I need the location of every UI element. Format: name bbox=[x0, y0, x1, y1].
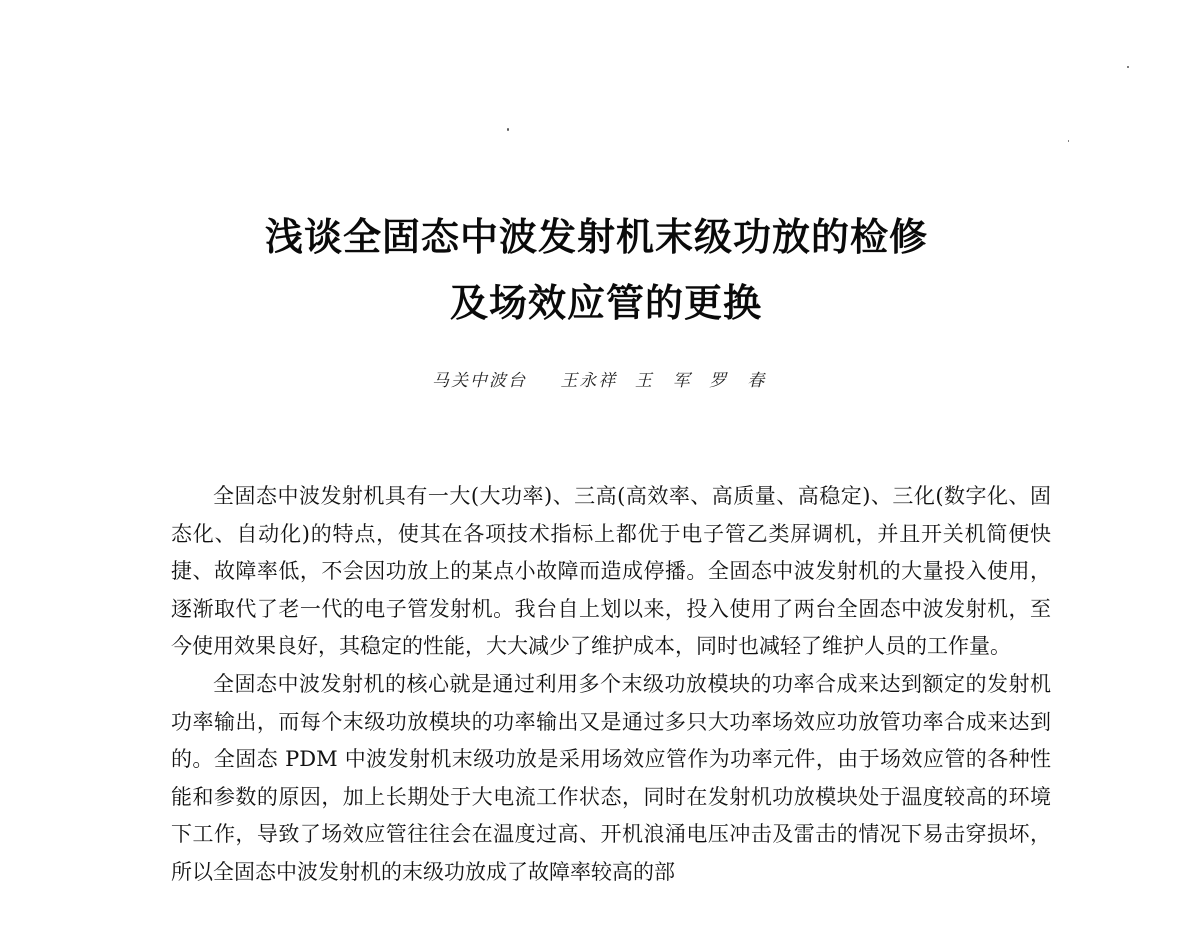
author-name: 王 军 bbox=[634, 371, 692, 391]
body-paragraph: 全固态中波发射机具有一大(大功率)、三高(高效率、高质量、高稳定)、三化(数字化、固态化、自动化)的特点，使其在各项技术指标上都优于电子管乙类屏调机，并且开关机简便快捷、故障率低，不会因功放上的某点小故障而造成停播。全固态中波发射机的大量投入使用，逐渐取代了老一代的电子管发射机。我台自上划以来，投入使用了两台全固态中波发射机，至今使用效果良好，其稳定的性能，大大减少了维护成本，同时也减轻了维护人员的工作量。 bbox=[171, 484, 1051, 659]
author-name: 罗 春 bbox=[709, 371, 767, 391]
title-line-2: 及场效应管的更换 bbox=[449, 281, 762, 325]
scan-speck bbox=[507, 128, 509, 131]
scan-speck bbox=[1068, 140, 1069, 142]
byline bbox=[432, 366, 776, 391]
body-paragraph: 全固态中波发射机的核心就是通过利用多个末级功放模块的功率合成来达到额定的发射机功率输出，而每个末级功放模块的功率输出又是通过多只大功率场效应功放管功率合成来达到的。全固态 PDM 中波发射机末级功放是采用场效应管作为功率元件，由于场效应管的各种性能和参数的原因，加上长期处于大电流工作状态，同时在发射机功放模块处于温度较高的环境下工作，导致了场效应管往往会在温度过高、开机浪涌电压冲击及雷击的情况下易击穿损坏，所以全固态中波发射机的末级功放成了故障率较高的部 bbox=[171, 671, 1051, 884]
scan-speck bbox=[1127, 66, 1129, 68]
author-name: 王永祥 bbox=[560, 371, 618, 391]
organization: 马关中波台 bbox=[432, 371, 527, 391]
article-body bbox=[171, 478, 1051, 892]
article-title bbox=[0, 206, 1200, 334]
title-line-1: 浅谈全固态中波发射机末级功放的检修 bbox=[264, 215, 928, 259]
